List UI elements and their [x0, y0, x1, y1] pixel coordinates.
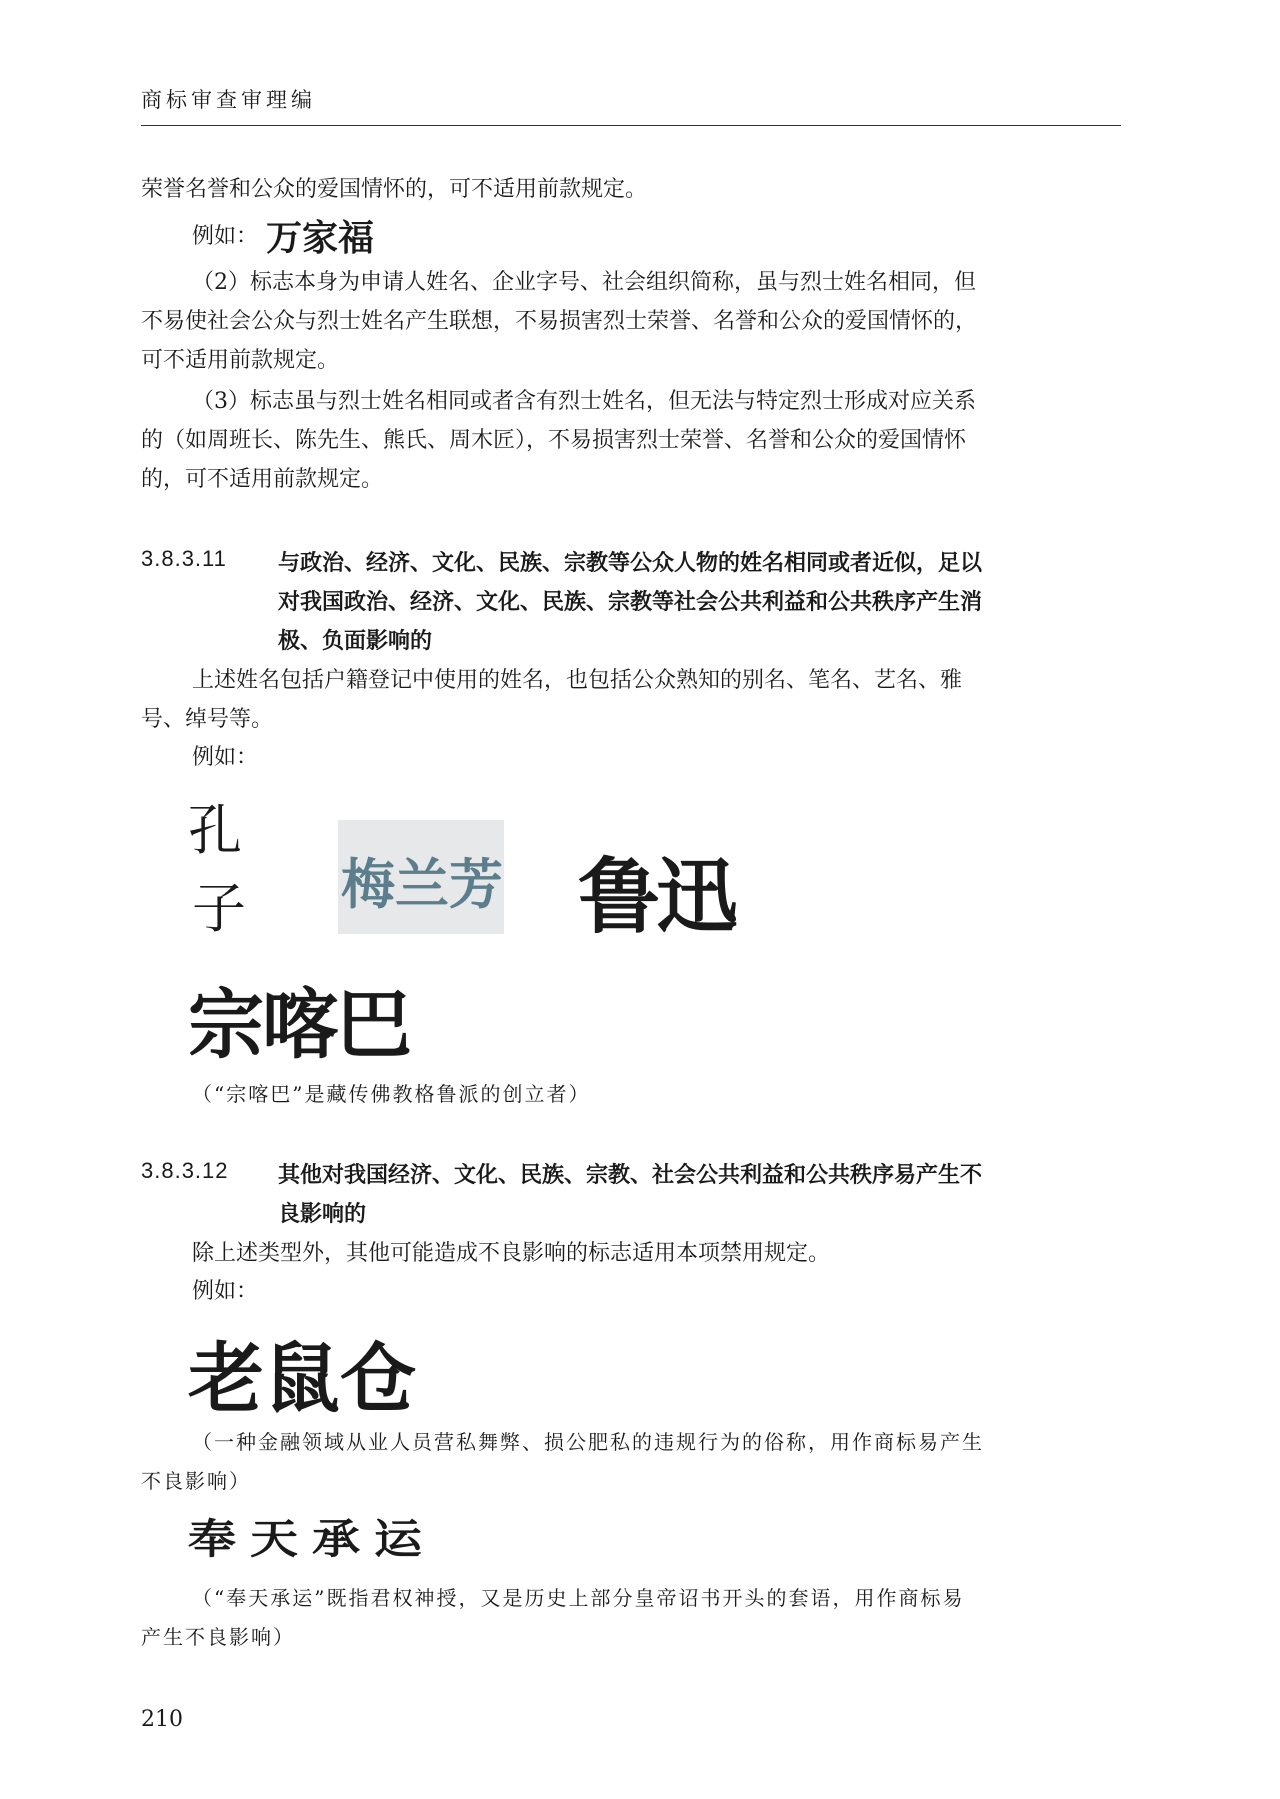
body-line: 除上述类型外，其他可能造成不良影响的标志适用本项禁用规定。	[192, 1241, 831, 1266]
section-title-line: 其他对我国经济、文化、民族、宗教、社会公共利益和公共秩序易产生不	[278, 1163, 983, 1188]
example-label: 例如：	[192, 224, 259, 249]
item2-line: 可不适用前款规定。	[141, 348, 340, 373]
body-line: 号、绰号等。	[141, 707, 274, 732]
section-title-line: 极、负面影响的	[278, 629, 433, 654]
section-number: 3.8.3.12	[141, 1158, 229, 1183]
body-line: 上述姓名包括户籍登记中使用的姓名，也包括公众熟知的别名、笔名、艺名、雅	[192, 668, 963, 693]
example-mark-wanjiafu: 万家福	[266, 218, 375, 259]
running-header: 商标审查审理编	[141, 88, 316, 112]
example-label: 例如：	[192, 1279, 259, 1304]
section-title-line: 良影响的	[278, 1202, 367, 1227]
item3-line: 的，可不适用前款规定。	[141, 467, 384, 492]
page-number: 210	[141, 1707, 183, 1732]
mark-kongzi-2: 子	[192, 877, 246, 940]
mark-note: （“奉天承运”既指君权神授，又是历史上部分皇帝诏书开头的套语，用作商标易	[192, 1586, 965, 1610]
section-number: 3.8.3.11	[141, 546, 227, 571]
mark-note: 产生不良影响）	[141, 1625, 295, 1649]
item3-line: 的（如周班长、陈先生、熊氏、周木匠），不易损害烈士荣誉、名誉和公众的爱国情怀	[141, 428, 967, 453]
header-rule	[141, 125, 1121, 126]
mark-note: （“宗喀巴”是藏传佛教格鲁派的创立者）	[192, 1082, 591, 1106]
item3-line: （3）标志虽与烈士姓名相同或者含有烈士姓名，但无法与特定烈士形成对应关系	[192, 389, 976, 414]
mark-meilanfang: 梅兰芳	[341, 853, 503, 916]
example-label: 例如：	[192, 745, 259, 770]
mark-kongzi-1: 孔	[188, 799, 242, 862]
mark-laoshucang: 老鼠仓	[188, 1334, 416, 1423]
mark-luxun: 鲁迅	[578, 850, 735, 945]
mark-fengtianchengyun: 奉天承运	[188, 1515, 437, 1563]
section-title-line: 对我国政治、经济、文化、民族、宗教等社会公共利益和公共秩序产生消	[278, 590, 983, 615]
intro-line: 荣誉名誉和公众的爱国情怀的，可不适用前款规定。	[141, 177, 648, 202]
mark-note: 不良影响）	[141, 1469, 251, 1493]
section-title-line: 与政治、经济、文化、民族、宗教等公众人物的姓名相同或者近似，足以	[278, 551, 983, 576]
mark-zongkaba: 宗喀巴	[188, 980, 410, 1069]
item2-line: 不易使社会公众与烈士姓名产生联想，不易损害烈士荣誉、名誉和公众的爱国情怀的，	[141, 309, 978, 334]
item2-line: （2）标志本身为申请人姓名、企业字号、社会组织简称，虽与烈士姓名相同，但	[192, 270, 976, 295]
mark-note: （一种金融领域从业人员营私舞弊、损公肥私的违规行为的俗称，用作商标易产生	[192, 1430, 984, 1454]
